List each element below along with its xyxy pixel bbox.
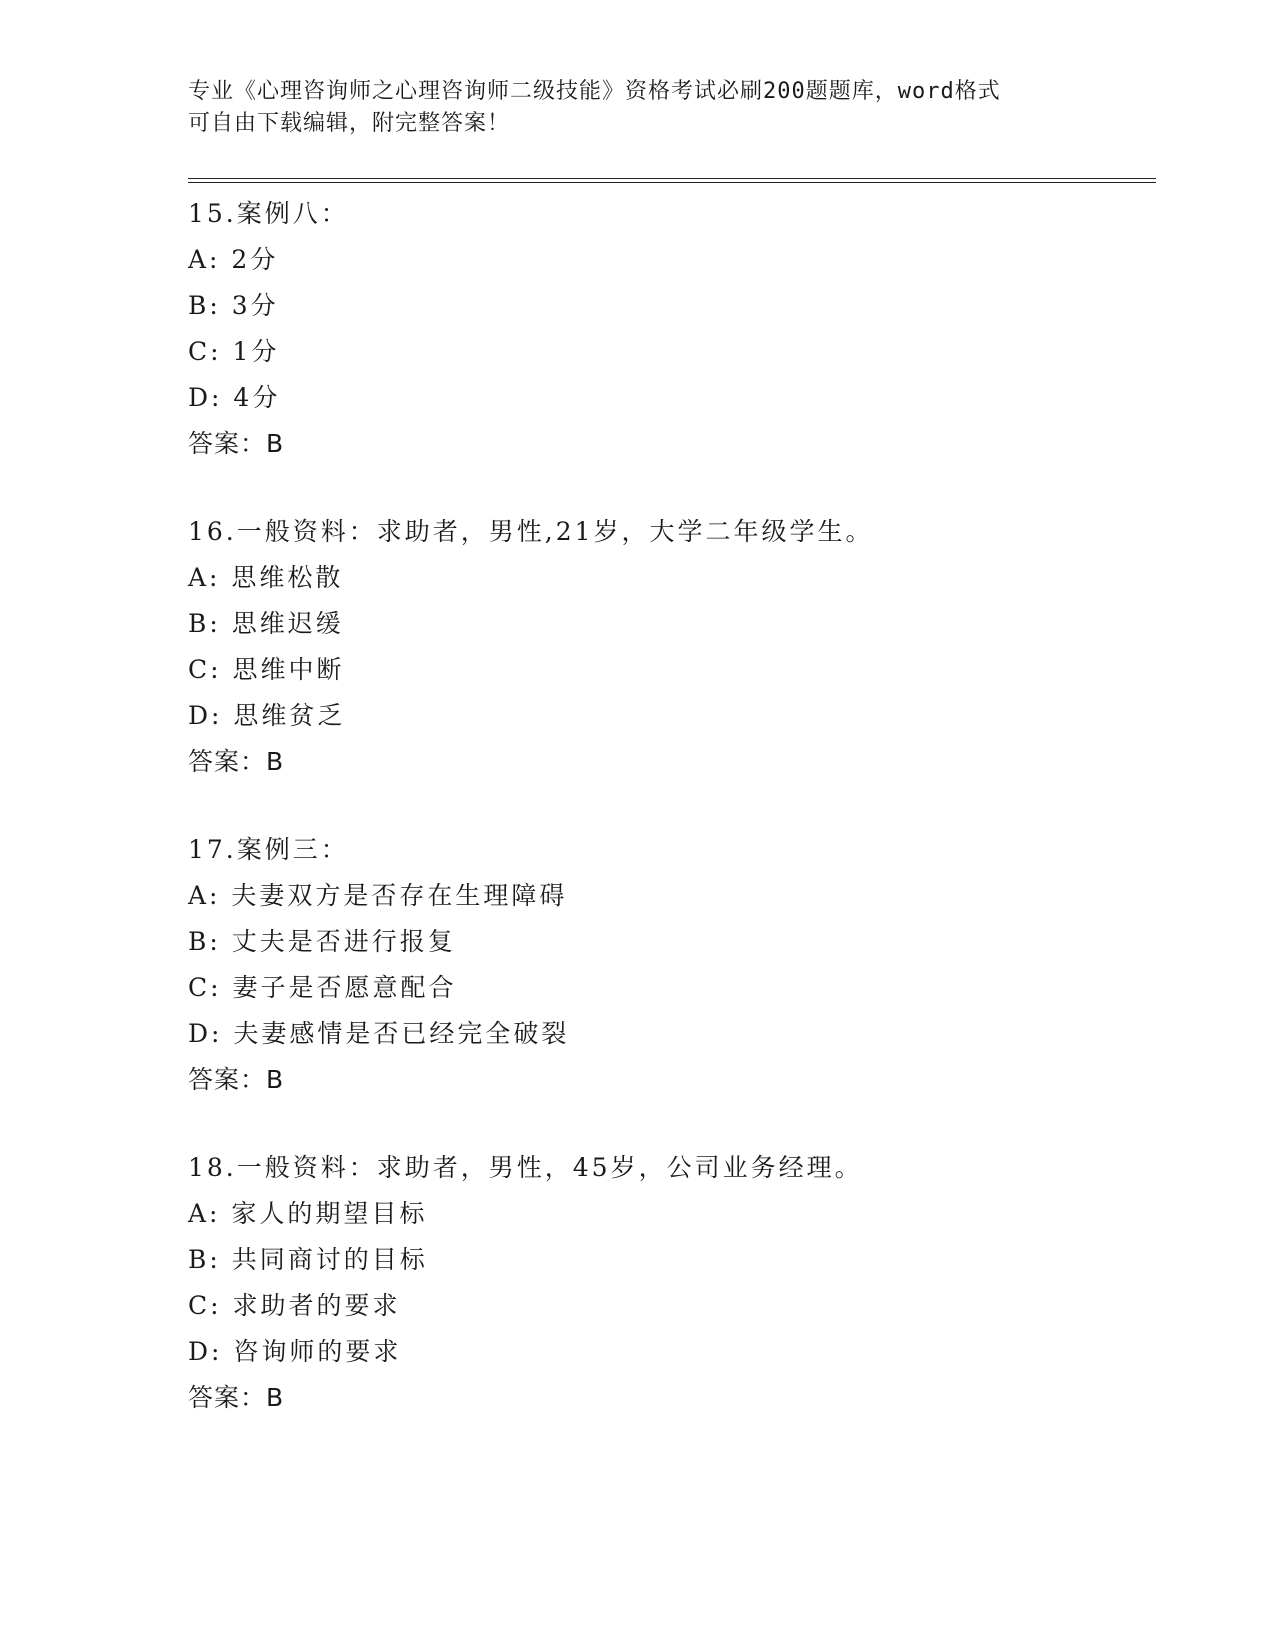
option-a: A: 思维松散 bbox=[188, 563, 344, 592]
answer-line: 答案：B bbox=[188, 747, 285, 776]
question-18 bbox=[188, 1145, 1156, 1421]
question-list bbox=[188, 191, 1156, 1463]
option-d: D: 思维贫乏 bbox=[188, 701, 346, 730]
option-a: A: 夫妻双方是否存在生理障碍 bbox=[188, 881, 568, 910]
question-17 bbox=[188, 827, 1156, 1103]
header-divider-top bbox=[188, 178, 1156, 179]
question-stem: 18.一般资料：求助者，男性，45岁，公司业务经理。 bbox=[188, 1153, 863, 1182]
option-b: B: 3分 bbox=[188, 291, 279, 320]
question-15 bbox=[188, 191, 1156, 467]
question-stem: 15.案例八： bbox=[188, 199, 349, 228]
option-c: C: 思维中断 bbox=[188, 655, 345, 684]
option-a: A: 2分 bbox=[188, 245, 279, 274]
option-c: C: 妻子是否愿意配合 bbox=[188, 973, 457, 1002]
document-header bbox=[188, 76, 1088, 140]
option-b: B: 共同商讨的目标 bbox=[188, 1245, 428, 1274]
question-16 bbox=[188, 509, 1156, 785]
header-title-line-2: 可自由下载编辑，附完整答案！ bbox=[188, 111, 511, 136]
question-stem: 16.一般资料：求助者，男性,21岁，大学二年级学生。 bbox=[188, 517, 874, 546]
option-d: D: 夫妻感情是否已经完全破裂 bbox=[188, 1019, 570, 1048]
answer-line: 答案：B bbox=[188, 1065, 285, 1094]
header-title-line-1: 专业《心理咨询师之心理咨询师二级技能》资格考试必刷200题题库，word格式 bbox=[188, 79, 1001, 104]
option-b: B: 丈夫是否进行报复 bbox=[188, 927, 456, 956]
option-c: C: 1分 bbox=[188, 337, 280, 366]
option-d: D: 4分 bbox=[188, 383, 281, 412]
question-stem: 17.案例三： bbox=[188, 835, 349, 864]
answer-line: 答案：B bbox=[188, 429, 285, 458]
option-a: A: 家人的期望目标 bbox=[188, 1199, 428, 1228]
option-c: C: 求助者的要求 bbox=[188, 1291, 401, 1320]
option-d: D: 咨询师的要求 bbox=[188, 1337, 402, 1366]
answer-line: 答案：B bbox=[188, 1383, 285, 1412]
option-b: B: 思维迟缓 bbox=[188, 609, 344, 638]
header-divider-bottom bbox=[188, 182, 1156, 183]
